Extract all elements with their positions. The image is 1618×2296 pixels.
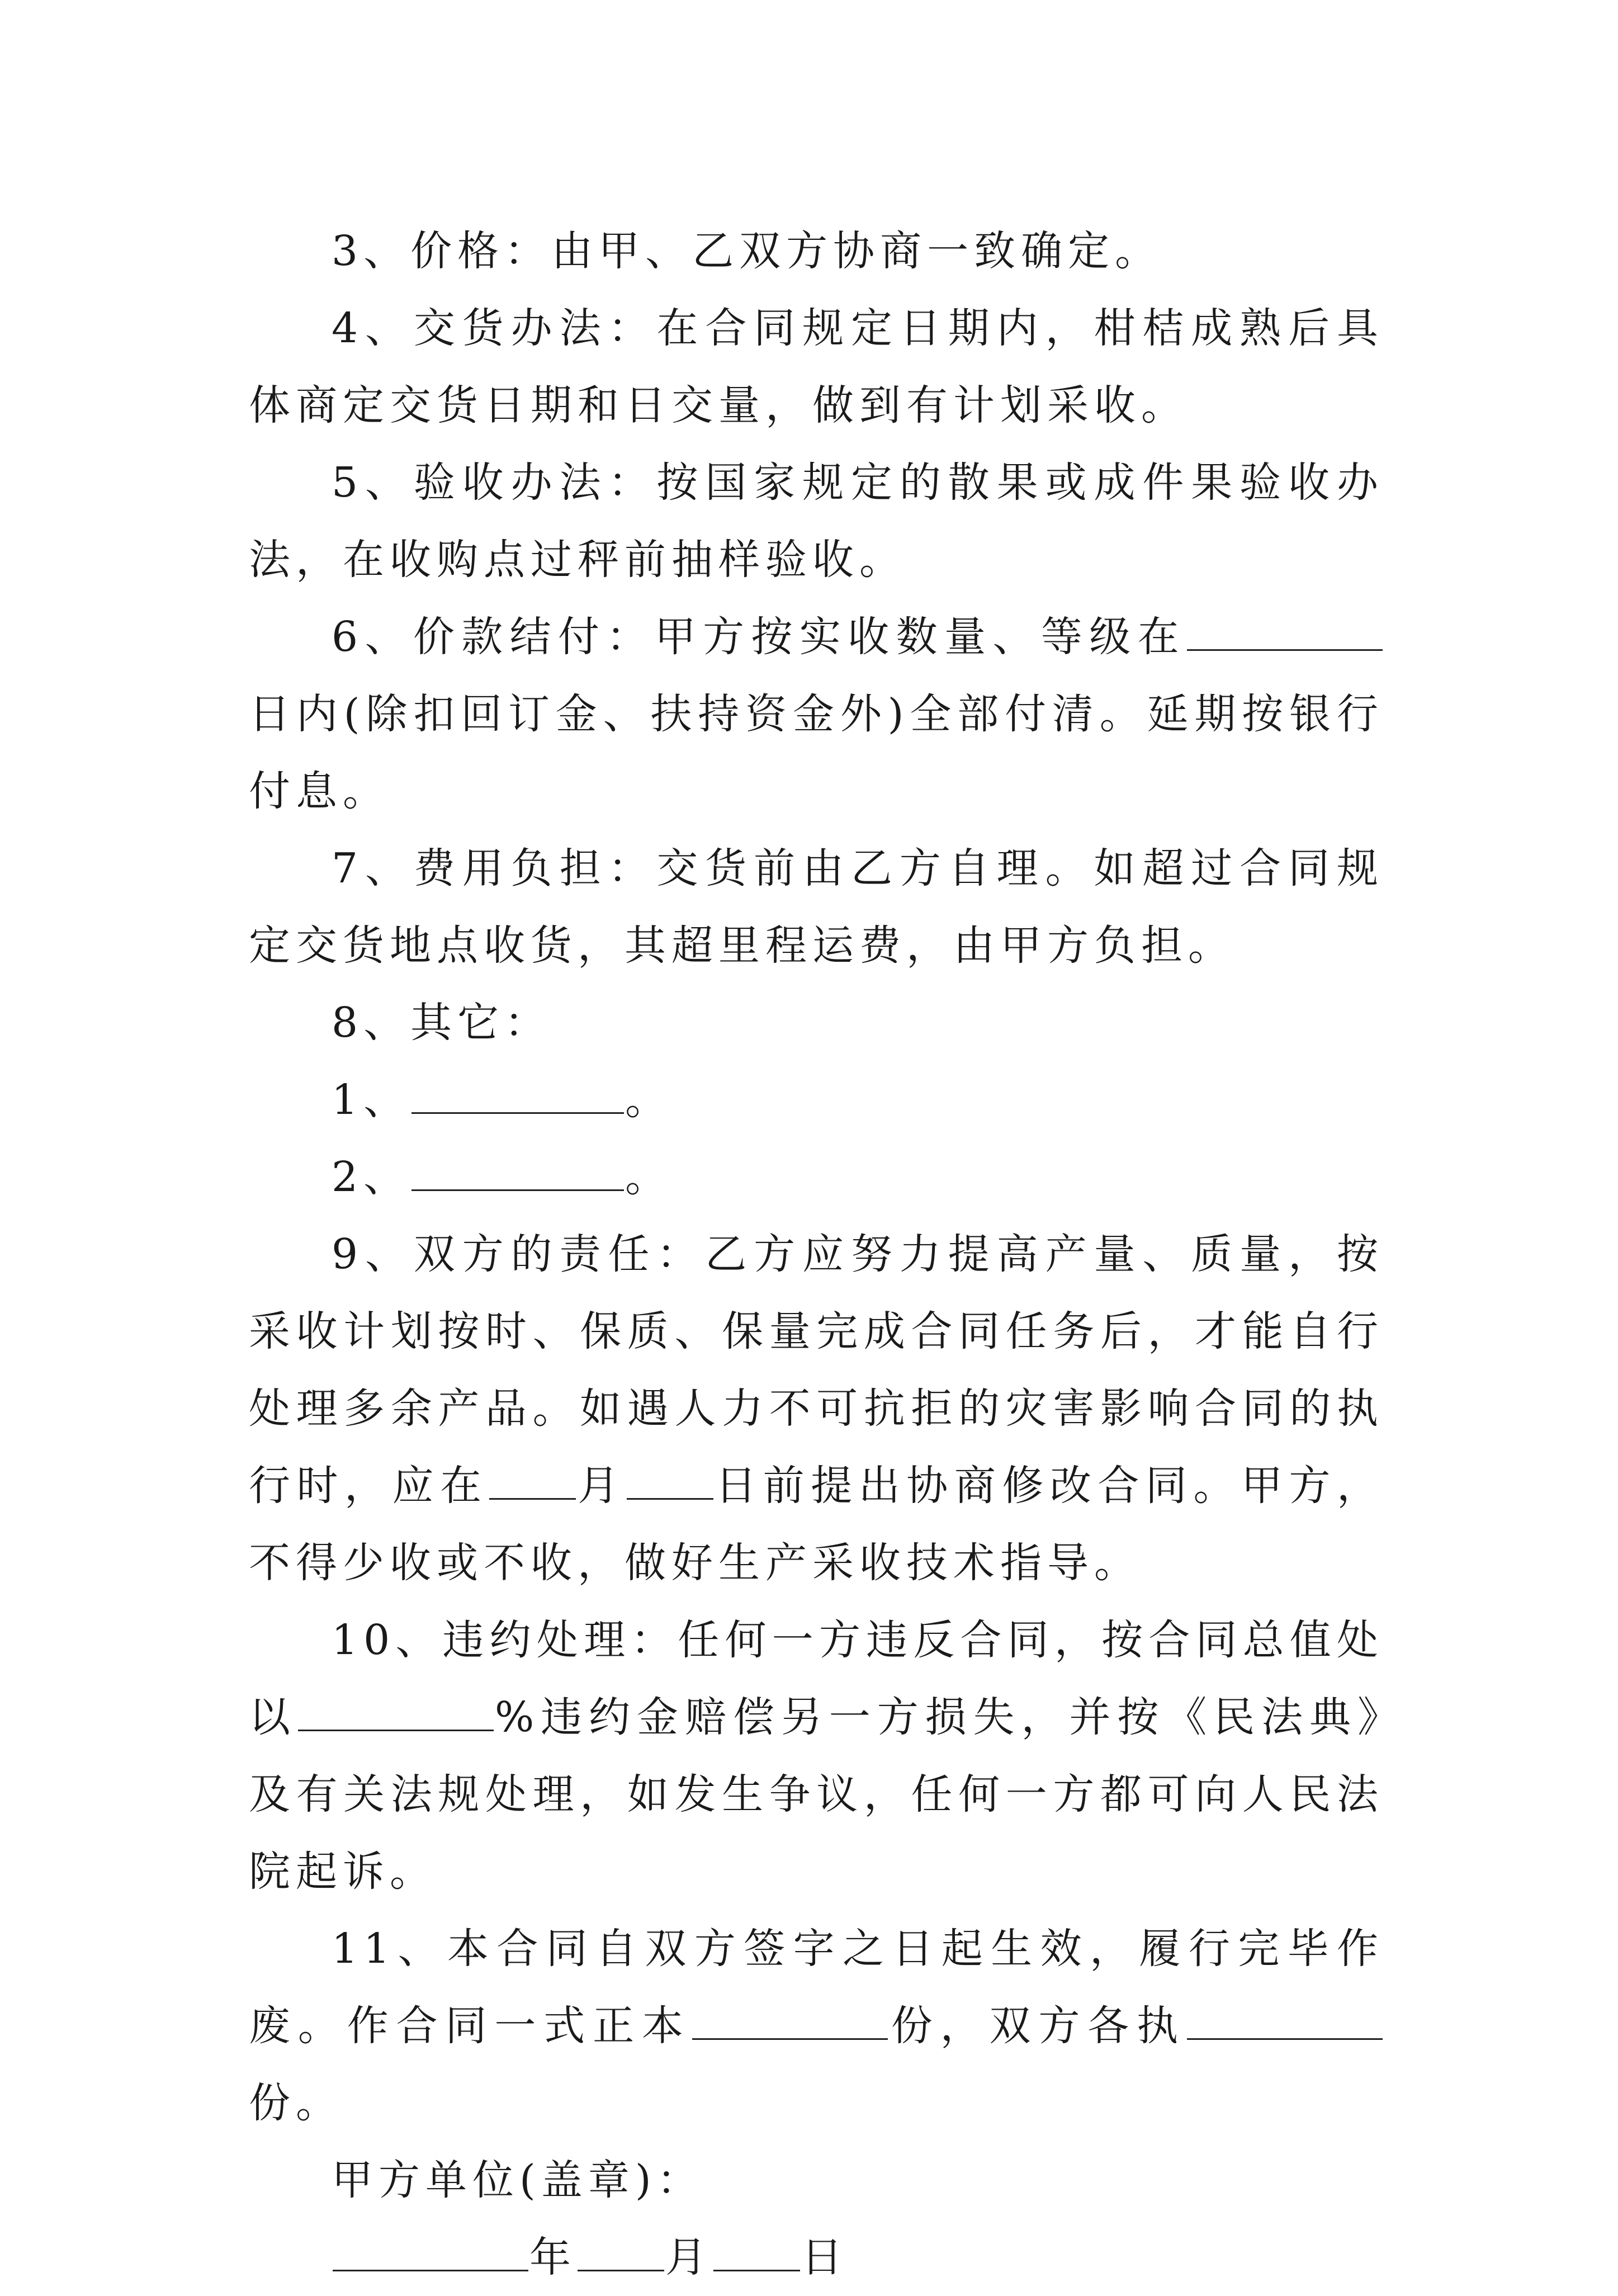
fill-in-blank[interactable] bbox=[1187, 610, 1383, 651]
clause-p5 bbox=[249, 444, 1384, 598]
contract-body bbox=[249, 212, 1384, 2296]
clause-p8-2 bbox=[249, 1138, 1384, 1216]
clause-text: 月 bbox=[576, 1462, 626, 1510]
clause-text: 2、 bbox=[332, 1153, 411, 1201]
fill-in-blank[interactable] bbox=[578, 2231, 664, 2271]
clause-text: 1、 bbox=[332, 1076, 411, 1124]
clause-sign bbox=[249, 2142, 1384, 2219]
clause-p3 bbox=[249, 212, 1384, 290]
clause-p11 bbox=[249, 1910, 1384, 2142]
clause-text: 。 bbox=[625, 1153, 673, 1201]
clause-text: 6、价款结付：甲方按实收数量、等级在 bbox=[332, 613, 1186, 661]
fill-in-blank[interactable] bbox=[411, 1073, 624, 1114]
clause-text: 份。 bbox=[249, 2079, 343, 2127]
fill-in-blank[interactable] bbox=[627, 1459, 713, 1500]
clause-text: 9、双方的责任：乙方应努力提高产量、质量，按采收计划按时、保质、保量完成合同任务后，才能自行处理多余产品。如遇人力不可抗拒的灾害影响合同的执行时，应在 bbox=[249, 1230, 1384, 1510]
clause-text: 。 bbox=[625, 1076, 673, 1124]
fill-in-blank[interactable] bbox=[713, 2231, 800, 2271]
fill-in-blank[interactable] bbox=[489, 1459, 576, 1500]
clause-text: %违约金赔偿另一方损失，并按《民法典》及有关法规处理，如发生争议，任何一方都可向人民法院起诉。 bbox=[249, 1693, 1384, 1896]
clause-p10 bbox=[249, 1601, 1384, 1910]
clause-p8-1 bbox=[249, 1061, 1384, 1138]
clause-text: 份，双方各执 bbox=[888, 2002, 1186, 2050]
clause-text: 日内(除扣回订金、扶持资金外)全部付清。延期按银行付息。 bbox=[249, 690, 1384, 815]
clause-p6 bbox=[249, 598, 1384, 830]
fill-in-blank[interactable] bbox=[1187, 1999, 1383, 2040]
clause-text: 年 bbox=[529, 2233, 576, 2281]
clause-text: 8、其它： bbox=[332, 999, 552, 1047]
clause-p8 bbox=[249, 984, 1384, 1061]
clause-text: 5、验收办法：按国家规定的散果或成件果验收办法，在收购点过秤前抽样验收。 bbox=[249, 459, 1384, 584]
fill-in-blank[interactable] bbox=[298, 1690, 494, 1731]
clause-text: 月 bbox=[665, 2233, 712, 2281]
fill-in-blank[interactable] bbox=[692, 1999, 888, 2040]
clause-text: 日 bbox=[801, 2233, 848, 2281]
clause-text: 10、违约处理：任何一方违反合同，按合同总值处以 bbox=[249, 1616, 1384, 1741]
clause-text: 4、交货办法：在合同规定日期内，柑桔成熟后具体商定交货日期和日交量，做到有计划采收。 bbox=[249, 304, 1384, 429]
clause-text: 甲方单位(盖章)： bbox=[332, 2156, 704, 2204]
clause-p9 bbox=[249, 1216, 1384, 1601]
clause-p7 bbox=[249, 830, 1384, 984]
clause-text: 日前提出协商修改合同。甲方，不得少收或不收，做好生产采收技术指导。 bbox=[249, 1462, 1384, 1587]
clause-date bbox=[249, 2219, 1384, 2296]
fill-in-blank[interactable] bbox=[411, 1150, 624, 1191]
clause-text: 3、价格：由甲、乙双方协商一致确定。 bbox=[332, 227, 1162, 275]
clause-p4 bbox=[249, 290, 1384, 444]
clause-text: 11、本合同自双方签字之日起生效，履行完毕作废。作合同一式正本 bbox=[249, 1925, 1384, 2050]
clause-text: 7、费用负担：交货前由乙方自理。如超过合同规定交货地点收货，其超里程运费，由甲方负担。 bbox=[249, 844, 1384, 970]
fill-in-blank[interactable] bbox=[333, 2231, 528, 2271]
